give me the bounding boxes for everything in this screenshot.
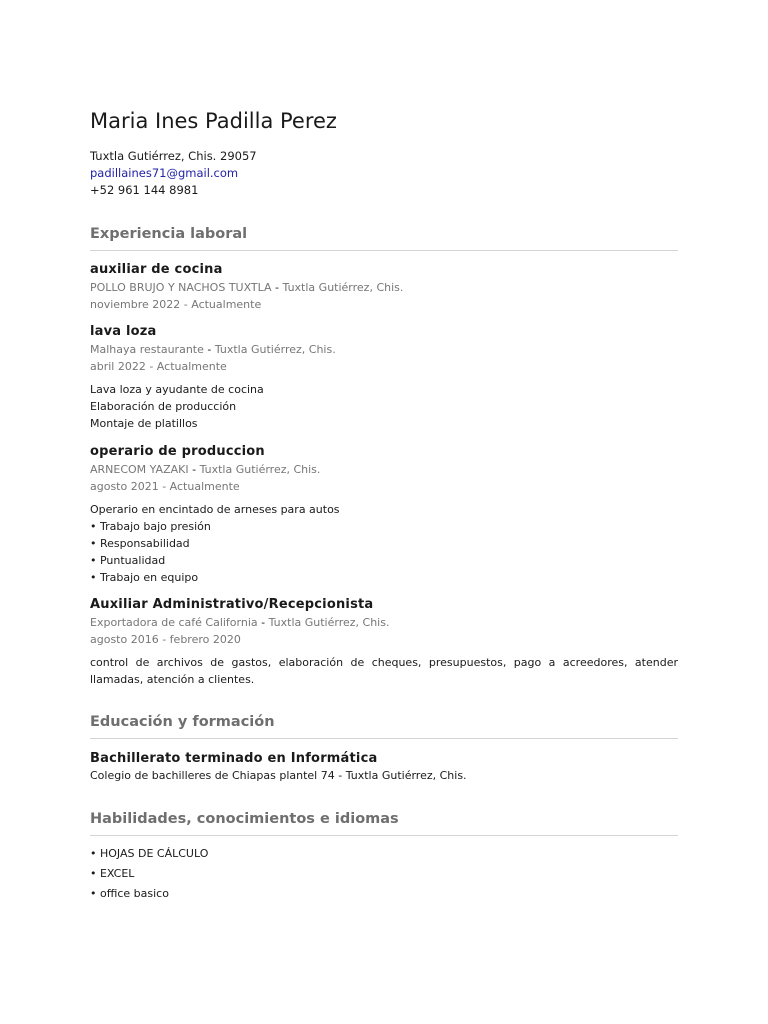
job-description-line: Operario en encintado de arneses para autos <box>90 503 340 516</box>
job-description-line: Montaje de platillos <box>90 417 198 430</box>
skills-section-title: Habilidades, conocimientos e idiomas <box>90 809 678 836</box>
skill-item: • HOJAS DE CÁLCULO <box>90 847 209 860</box>
job-description-paragraph: control de archivos de gastos, elaboración de cheques, presupuestos, pago a acreedores, atender llamadas, atención a clientes. <box>90 656 678 686</box>
resume-page <box>90 107 678 904</box>
job-description <box>90 654 678 688</box>
experience-section-title: Experiencia laboral <box>90 224 678 251</box>
location-text: Tuxtla Gutiérrez, Chis. 29057 <box>90 149 257 163</box>
job-company-line <box>90 341 678 358</box>
job-entry <box>90 443 678 586</box>
job-description-line: • Trabajo en equipo <box>90 571 199 584</box>
job-description-line: • Puntualidad <box>90 554 166 567</box>
education-school: Colegio de bachilleres de Chiapas plantel 74 - Tuxtla Gutiérrez, Chis. <box>90 769 467 782</box>
job-entry <box>90 261 678 313</box>
job-location: Tuxtla Gutiérrez, Chis. <box>268 616 390 629</box>
job-dates: abril 2022 - Actualmente <box>90 360 227 373</box>
job-description-line: • Trabajo bajo presión <box>90 520 211 533</box>
job-dates: noviembre 2022 - Actualmente <box>90 298 262 311</box>
job-company: Malhaya restaurante <box>90 343 204 356</box>
job-title: operario de produccion <box>90 444 265 459</box>
email-link[interactable]: padillaines71@gmail.com <box>90 166 239 180</box>
skill-item: • EXCEL <box>90 867 135 880</box>
job-title: Auxiliar Administrativo/Recepcionista <box>90 597 374 612</box>
skills-list <box>90 844 678 904</box>
job-location: Tuxtla Gutiérrez, Chis. <box>214 343 336 356</box>
job-description-line: • Responsabilidad <box>90 537 190 550</box>
job-dates: agosto 2021 - Actualmente <box>90 480 240 493</box>
job-description <box>90 381 678 432</box>
job-separator: - <box>257 616 269 629</box>
education-degree: Bachillerato terminado en Informática <box>90 751 378 766</box>
job-company: ARNECOM YAZAKI <box>90 463 189 476</box>
phone-text: +52 961 144 8981 <box>90 183 199 197</box>
job-company-line <box>90 279 678 296</box>
job-description-line: Lava loza y ayudante de cocina <box>90 383 264 396</box>
job-company-line <box>90 461 678 478</box>
job-company: Exportadora de café California <box>90 616 258 629</box>
job-separator: - <box>203 343 215 356</box>
job-entry <box>90 323 678 432</box>
education-section-title: Educación y formación <box>90 712 678 739</box>
job-description-line: Elaboración de producción <box>90 400 237 413</box>
job-company-line <box>90 614 678 631</box>
job-title: auxiliar de cocina <box>90 262 223 277</box>
job-company: POLLO BRUJO Y NACHOS TUXTLA <box>90 281 272 294</box>
job-dates: agosto 2016 - febrero 2020 <box>90 633 241 646</box>
job-separator: - <box>188 463 200 476</box>
job-location: Tuxtla Gutiérrez, Chis. <box>199 463 321 476</box>
skill-item: • office basico <box>90 887 169 900</box>
candidate-name: Maria Ines Padilla Perez <box>90 109 337 133</box>
job-title: lava loza <box>90 324 157 339</box>
education-entry <box>90 750 678 784</box>
job-entry <box>90 596 678 688</box>
job-separator: - <box>271 281 283 294</box>
job-location: Tuxtla Gutiérrez, Chis. <box>282 281 404 294</box>
job-description <box>90 501 678 586</box>
